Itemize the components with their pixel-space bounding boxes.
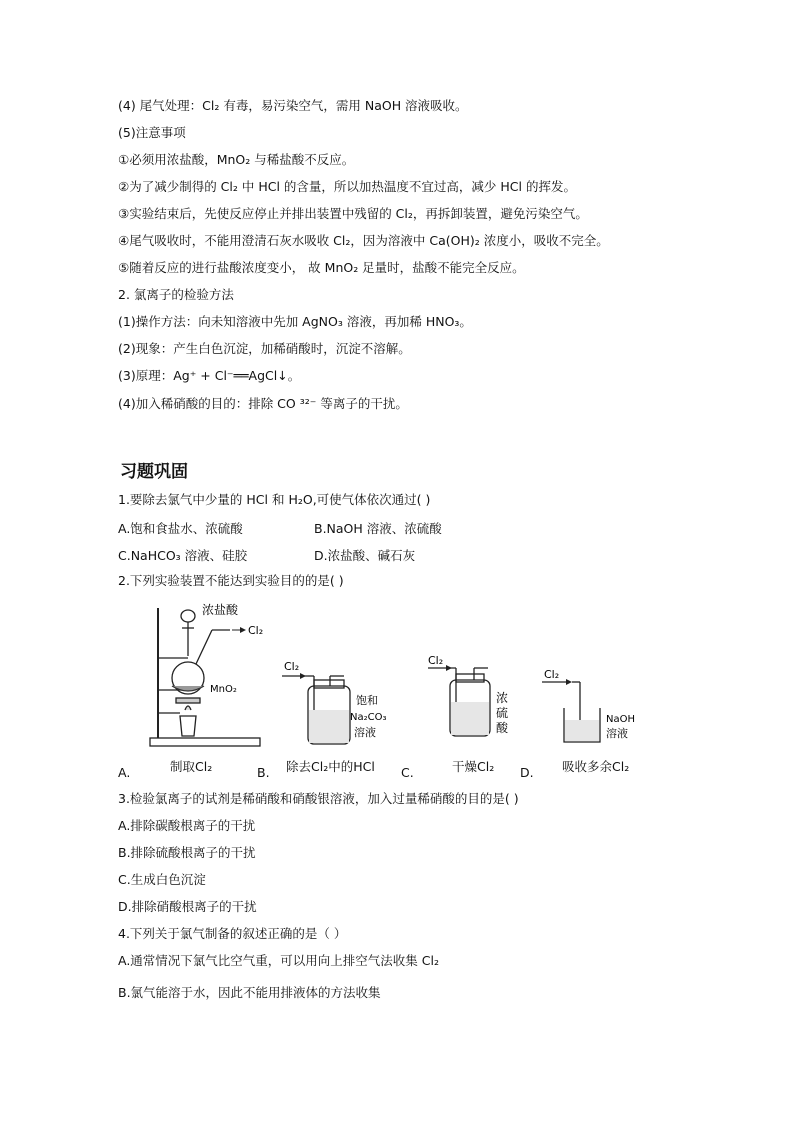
test-step-1: (1)操作方法：向未知溶液中先加 AgNO₃ 溶液，再加稀 HNO₃。 [118, 314, 472, 329]
q3-option-d: D.排除硝酸根离子的干扰 [118, 899, 257, 914]
q2-option-b: B. [257, 765, 270, 780]
q3-option-a: A.排除碳酸根离子的干扰 [118, 818, 256, 833]
precaution-4: ④尾气吸收时，不能用澄清石灰水吸收 Cl₂，因为溶液中 Ca(OH)₂ 浓度小，吸收不完全。 [118, 233, 609, 248]
q1-stem: 1.要除去氯气中少量的 HCl 和 H₂O,可使气体依次通过( ) [118, 492, 431, 507]
q3-option-b: B.排除硫酸根离子的干扰 [118, 845, 256, 860]
test-step-4: (4)加入稀硝酸的目的：排除 CO ³²⁻ 等离子的干扰。 [118, 396, 408, 411]
d-cl2-label: Cl₂ [544, 668, 560, 681]
exercise-title: 习题巩固 [120, 462, 188, 482]
a-cl2-label: Cl₂ [248, 624, 264, 637]
q1-option-a: A.饱和食盐水、浓硫酸 [118, 521, 243, 536]
b-sol-3: 溶液 [354, 726, 376, 739]
apparatus-c [428, 668, 490, 736]
q2-stem: 2.下列实验装置不能达到实验目的的是( ) [118, 573, 344, 588]
q2-option-c: C. [401, 765, 414, 780]
q2-caption-a: 制取Cl₂ [170, 759, 213, 774]
q2-option-a: A. [118, 765, 131, 780]
c-s1: 浓 [496, 691, 509, 705]
test-step-2: (2)现象：产生白色沉淀，加稀硝酸时，沉淀不溶解。 [118, 341, 411, 356]
precaution-1: ①必须用浓盐酸，MnO₂ 与稀盐酸不反应。 [118, 152, 355, 167]
d-s2: 溶液 [606, 727, 628, 740]
c-s3: 酸 [496, 721, 509, 735]
q1-option-d: D.浓盐酸、碱石灰 [314, 548, 416, 563]
q2-caption-b: 除去Cl₂中的HCl [286, 759, 375, 774]
precaution-2: ②为了减少制得的 Cl₂ 中 HCl 的含量，所以加热温度不宜过高，减少 HCl 的挥发。 [118, 179, 576, 194]
q4-option-b: B.氯气能溶于水，因此不能用排液体的方法收集 [118, 985, 381, 1000]
q1-option-b: B.NaOH 溶液、浓硫酸 [314, 521, 442, 536]
c-cl2-label: Cl₂ [428, 654, 444, 667]
q3-option-c: C.生成白色沉淀 [118, 872, 206, 887]
note-tail-gas: (4) 尾气处理：Cl₂ 有毒，易污染空气，需用 NaOH 溶液吸收。 [118, 98, 468, 113]
q1-option-c: C.NaHCO₃ 溶液、硅胶 [118, 548, 248, 563]
test-step-3: (3)原理：Ag⁺ + Cl⁻══AgCl↓。 [118, 368, 301, 383]
apparatus-d [542, 682, 600, 742]
q2-option-d: D. [520, 765, 534, 780]
precaution-3: ③实验结束后，先使反应停止并排出装置中残留的 Cl₂，再拆卸装置，避免污染空气。 [118, 206, 588, 221]
q2-caption-c: 干燥Cl₂ [452, 759, 495, 774]
section-chloride-test: 2. 氯离子的检验方法 [118, 287, 234, 302]
q4-option-a: A.通常情况下氯气比空气重，可以用向上排空气法收集 Cl₂ [118, 953, 439, 968]
c-s2: 硫 [496, 706, 509, 720]
a-mno2-label: MnO₂ [210, 684, 237, 695]
apparatus-b [282, 676, 350, 744]
precaution-5: ⑤随着反应的进行盐酸浓度变小， 故 MnO₂ 足量时，盐酸不能完全反应。 [118, 260, 525, 275]
b-sol-1: 饱和 [356, 694, 378, 707]
q3-stem: 3.检验氯离子的试剂是稀硝酸和硝酸银溶液，加入过量稀硝酸的目的是( ) [118, 791, 519, 806]
b-cl2-label: Cl₂ [284, 660, 300, 673]
q2-caption-d: 吸收多余Cl₂ [562, 759, 630, 774]
a-acid-label: 浓盐酸 [202, 603, 239, 617]
q4-stem: 4.下列关于氯气制备的叙述正确的是（ ） [118, 926, 347, 941]
apparatus-a [150, 608, 260, 746]
apparatus-figure [110, 598, 670, 778]
d-s1: NaOH [606, 714, 635, 725]
b-sol-2: Na₂CO₃ [350, 712, 387, 723]
precautions-title: (5)注意事项 [118, 125, 186, 140]
